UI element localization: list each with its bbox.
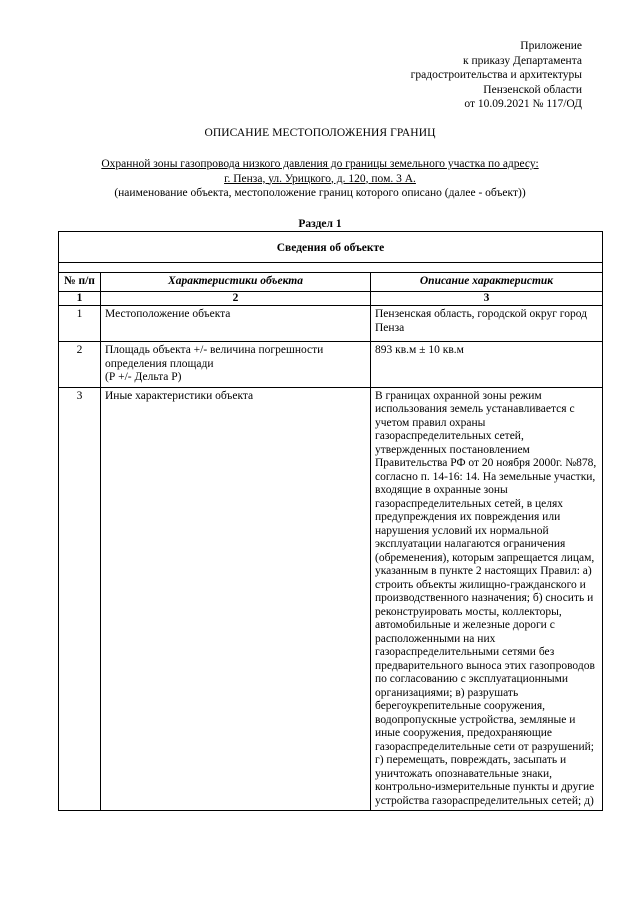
approval-line: Пензенской области bbox=[483, 83, 582, 96]
table-row bbox=[59, 306, 603, 342]
object-name-line: Охранной зоны газопровода низкого давления до границы земельного участка по адресу: bbox=[101, 158, 539, 170]
table-row bbox=[59, 342, 603, 388]
section-label: Раздел 1 bbox=[298, 218, 342, 230]
row-num: 2 bbox=[59, 342, 101, 388]
approval-line: Приложение bbox=[520, 40, 582, 52]
row-characteristic: Местоположение объекта bbox=[101, 306, 371, 342]
spacer-row bbox=[59, 263, 603, 273]
approval-date-line: от 10.09.2021 № 117/ОД bbox=[464, 98, 582, 110]
approval-line: к приказу Департамента bbox=[463, 54, 582, 67]
row-description: Пензенская область, городской округ город Пенза bbox=[371, 306, 603, 342]
document-title: ОПИСАНИЕ МЕСТОПОЛОЖЕНИЯ ГРАНИЦ bbox=[204, 127, 436, 139]
row-characteristic: Иные характеристики объекта bbox=[101, 387, 371, 811]
approval-line: градостроительства и архитектуры bbox=[410, 69, 582, 81]
row-description: 893 кв.м ± 10 кв.м bbox=[371, 342, 603, 388]
row-num: 3 bbox=[59, 387, 101, 811]
row-description: В границах охранной зоны режим использования земель устанавливается с учетом правил охраны газораспределительных сетей, утвержденных постановлением Правительства РФ от 20 ноября 2000г. №878, согласно п. 14-16: 14. На земельные участки, входящие в охранные зоны газораспределительных сетей, в целях предупреждения их повреждения или нарушения условий их нормальной эксплуатации налагаются ограничения (обременения), которым запрещается лицам, указанным в пункте 2 настоящих Правил: а) строить объекты жилищно-гражданского и производственного назначения; б) сносить и реконструировать мосты, коллекторы, автомобильные и железные дороги с расположенными на них газораспределительными сетями без предварительного выноса этих газопроводов по согласованию с эксплуатационными организациями; в) разрушать берегоукрепительные сооружения, водопропускные устройства, земляные и иные сооружения, предохраняющие газораспределительные сети от разрушений; г) перемещать, повреждать, засыпать и уничтожать опознавательные знаки, контрольно-измерительные пункты и другие устройства газораспределительных сетей; д) bbox=[371, 387, 603, 811]
column-number: 1 bbox=[59, 291, 101, 306]
table-header: Сведения об объекте bbox=[59, 232, 603, 263]
row-num: 1 bbox=[59, 306, 101, 342]
approval-block bbox=[411, 39, 582, 112]
table-row bbox=[59, 387, 603, 811]
column-number: 2 bbox=[101, 291, 371, 306]
object-note: (наименование объекта, местоположение границ которого описано (далее - объект)) bbox=[114, 187, 526, 199]
column-header-characteristic: Характеристики объекта bbox=[101, 273, 371, 292]
row-characteristic: Площадь объекта +/- величина погрешности определения площади (Р +/- Дельта Р) bbox=[101, 342, 371, 388]
object-description bbox=[40, 157, 600, 201]
object-address-line: г. Пенза, ул. Урицкого, д. 120, пом. 3 А. bbox=[224, 172, 416, 185]
column-number: 3 bbox=[371, 291, 603, 306]
column-header-description: Описание характеристик bbox=[371, 273, 603, 292]
object-info-table bbox=[58, 231, 603, 811]
column-header-num: № п/п bbox=[59, 273, 101, 292]
column-number-row bbox=[59, 291, 603, 306]
column-header-row bbox=[59, 273, 603, 292]
